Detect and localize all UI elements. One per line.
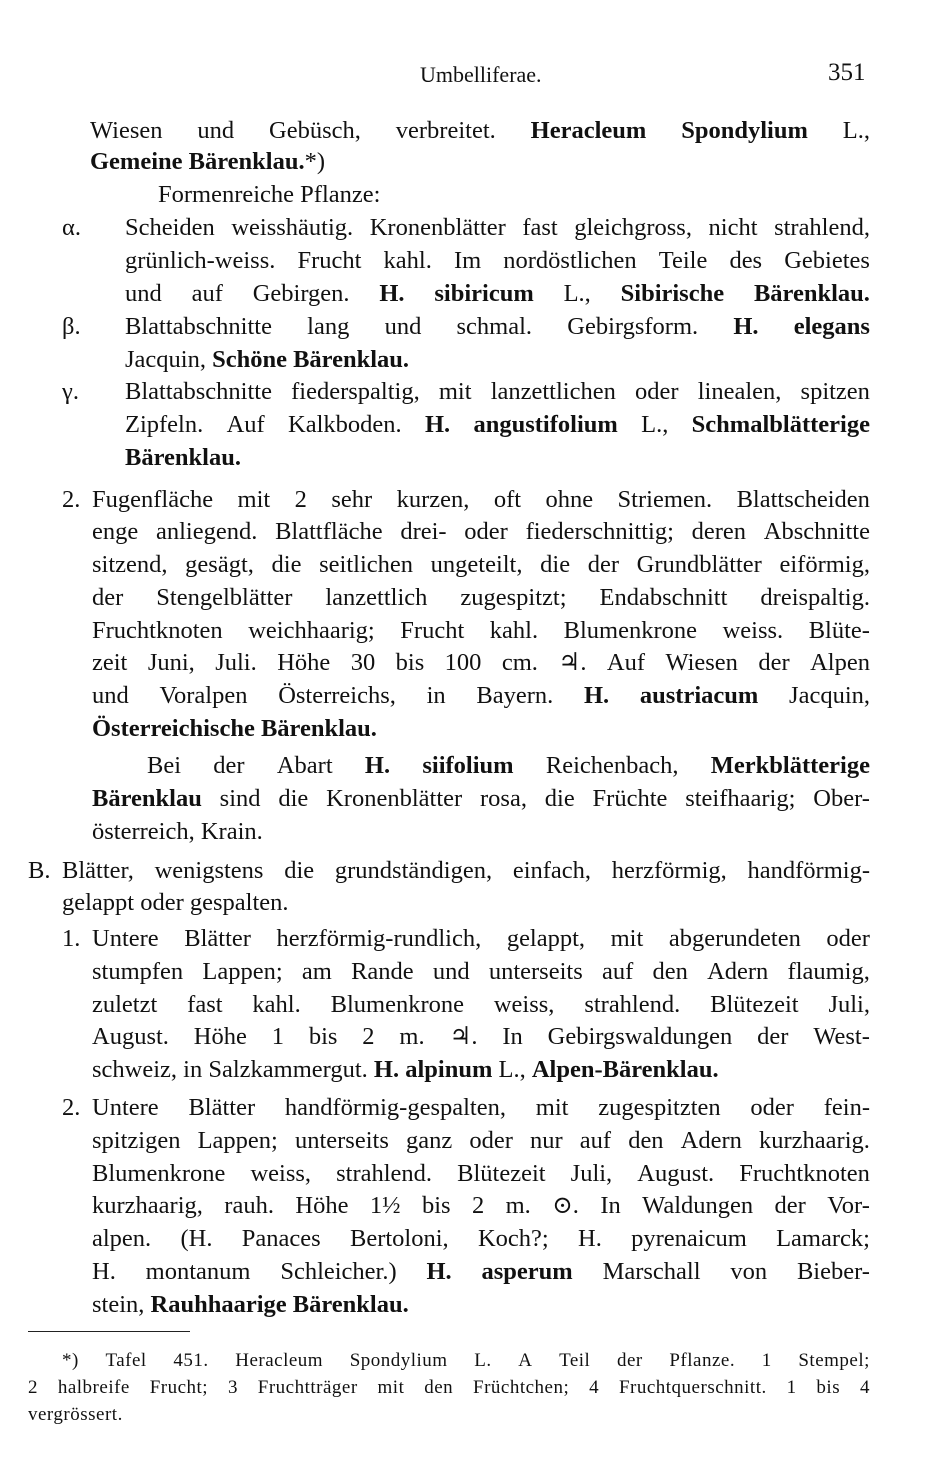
text-line: stein, Rauhhaarige Bärenklau. (92, 1291, 409, 1318)
text-line: und Voralpen Österreichs, in Bayern. H. austriacum Jacquin, (92, 682, 870, 709)
text-line: Zipfeln. Auf Kalkboden. H. angustifolium L., Schmalblätterige (125, 411, 870, 438)
text-line: Untere Blätter herzförmig-rundlich, gelappt, mit abgerundeten oder (92, 925, 870, 952)
text-line: alpen. (H. Panaces Bertoloni, Koch?; H. pyrenaicum Lamarck; (92, 1225, 870, 1252)
text-line: Bärenklau. (125, 444, 241, 471)
item-marker: B. (28, 857, 51, 884)
text-line: österreich, Krain. (92, 818, 263, 845)
item-marker: 2. (62, 486, 81, 513)
running-head: Umbelliferae. (420, 62, 542, 87)
footnote-line: vergrössert. (28, 1404, 123, 1425)
item-marker: γ. (62, 378, 79, 405)
text-line: Blattabschnitte fiederspaltig, mit lanzettlichen oder linealen, spitzen (125, 378, 870, 405)
text-line: enge anliegend. Blattfläche drei- oder fiederschnittig; deren Abschnitte (92, 518, 870, 545)
text-line: Bärenklau sind die Kronenblätter rosa, die Früchte steifhaarig; Ober- (92, 785, 870, 812)
text-line: schweiz, in Salzkammergut. H. alpinum L., Alpen-Bärenklau. (92, 1056, 719, 1083)
item-marker: α. (62, 214, 81, 241)
text-line: und auf Gebirgen. H. sibiricum L., Sibirische Bärenklau. (125, 280, 870, 307)
text-line: der Stengelblätter lanzettlich zugespitzt; Endabschnitt dreispaltig. (92, 584, 870, 611)
text-line: Wiesen und Gebüsch, verbreitet. Heracleum Spondylium L., (90, 117, 870, 144)
footnote-line: *) Tafel 451. Heracleum Spondylium L. A Teil der Pflanze. 1 Stempel; (62, 1350, 870, 1371)
page-number: 351 (828, 59, 866, 86)
text-line: August. Höhe 1 bis 2 m. ♃. In Gebirgswaldungen der West- (92, 1023, 870, 1050)
text-line: Fruchtknoten weichhaarig; Frucht kahl. Blumenkrone weiss. Blüte- (92, 617, 870, 644)
text-line: stumpfen Lappen; am Rande und unterseits auf den Adern flaumig, (92, 958, 870, 985)
text-line: Jacquin, Schöne Bärenklau. (125, 346, 410, 373)
text-line: zuletzt fast kahl. Blumenkrone weiss, strahlend. Blütezeit Juli, (92, 991, 870, 1018)
footnote-line: 2 halbreife Frucht; 3 Fruchtträger mit den Früchtchen; 4 Fruchtquerschnitt. 1 bis 4 (28, 1377, 870, 1398)
text-line: Blätter, wenigstens die grundständigen, einfach, herzförmig, handförmig- (62, 857, 870, 884)
text-line: gelappt oder gespalten. (62, 889, 289, 916)
footnote-rule (28, 1331, 190, 1332)
text-line: H. montanum Schleicher.) H. asperum Marschall von Bieber- (92, 1258, 870, 1285)
text-line: Bei der Abart H. siifolium Reichenbach, Merkblätterige (147, 752, 870, 779)
text-line: Blumenkrone weiss, strahlend. Blütezeit Juli, August. Fruchtknoten (92, 1160, 870, 1187)
text-line: Fugenfläche mit 2 sehr kurzen, oft ohne Striemen. Blattscheiden (92, 486, 870, 513)
text-line: Österreichische Bärenklau. (92, 715, 377, 742)
text-line: kurzhaarig, rauh. Höhe 1½ bis 2 m. ⊙. In Waldungen der Vor- (92, 1192, 870, 1219)
text-line: zeit Juni, Juli. Höhe 30 bis 100 cm. ♃. Auf Wiesen der Alpen (92, 649, 870, 676)
item-marker: β. (62, 313, 81, 340)
text-line: Gemeine Bärenklau.*) (90, 148, 326, 175)
text-line: Blattabschnitte lang und schmal. Gebirgsform. H. elegans (125, 313, 870, 340)
text-line: grünlich-weiss. Frucht kahl. Im nordöstlichen Teile des Gebietes (125, 247, 870, 274)
text-line: spitzigen Lappen; unterseits ganz oder nur auf den Adern kurzhaarig. (92, 1127, 870, 1154)
text-line: sitzend, gesägt, die seitlichen ungeteilt, die der Grundblätter eiförmig, (92, 551, 870, 578)
item-marker: 2. (62, 1094, 81, 1121)
text-line: Scheiden weisshäutig. Kronenblätter fast gleichgross, nicht strahlend, (125, 214, 870, 241)
text-line: Formenreiche Pflanze: (158, 181, 381, 208)
item-marker: 1. (62, 925, 81, 952)
text-line: Untere Blätter handförmig-gespalten, mit zugespitzten oder fein- (92, 1094, 870, 1121)
